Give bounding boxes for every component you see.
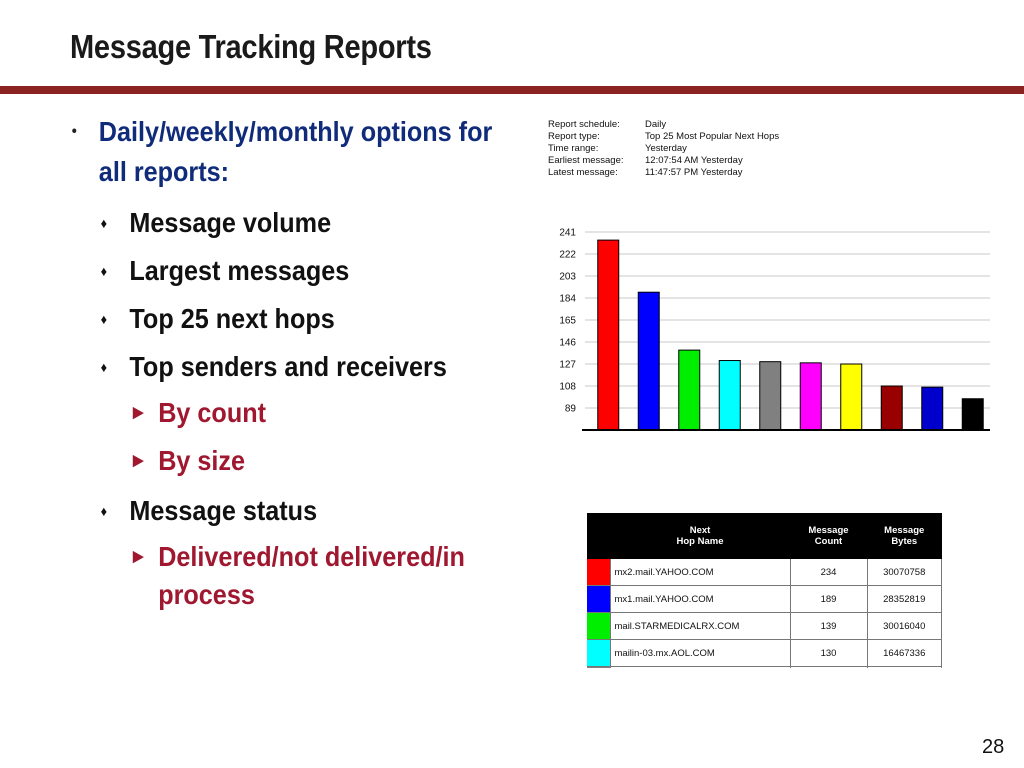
y-tick-label: 222 — [559, 249, 576, 261]
page-number: 28 — [982, 736, 1005, 758]
chart-bar — [679, 350, 700, 430]
meta-value: Top 25 Most Popular Next Hops — [645, 131, 780, 142]
bullet-item-label: Largest messages — [129, 255, 350, 286]
cell-message-bytes: 30016040 — [867, 613, 942, 640]
bullet-dot-icon: • — [71, 123, 77, 140]
y-tick-label: 146 — [559, 337, 576, 349]
chart-bar — [962, 399, 983, 430]
cell-message-bytes: 30070758 — [867, 559, 942, 586]
meta-value: Yesterday — [645, 143, 687, 154]
cell-message-count: 130 — [790, 640, 867, 667]
next-hops-table — [587, 513, 942, 668]
chart-bar — [598, 240, 619, 430]
row-color-swatch — [587, 559, 610, 586]
cell-hop-name: mailin-03.mx.AOL.COM — [610, 640, 790, 667]
y-tick-label: 127 — [559, 359, 576, 371]
page-title: Message Tracking Reports — [70, 28, 432, 65]
meta-value: 12:07:54 AM Yesterday — [645, 155, 743, 166]
bullet-main-line1: Daily/weekly/monthly options for — [98, 116, 493, 147]
diamond-bullet-icon: ♦ — [100, 263, 108, 279]
y-tick-label: 108 — [559, 381, 576, 393]
cell-message-count: 139 — [790, 613, 867, 640]
hops-table — [587, 513, 942, 668]
row-color-swatch — [587, 613, 610, 640]
row-color-swatch — [587, 586, 610, 613]
triangle-bullet-icon: ▶ — [133, 452, 144, 469]
cell-message-bytes: 28352819 — [867, 586, 942, 613]
table-header-row — [587, 513, 942, 559]
meta-value: Daily — [645, 119, 667, 130]
table-row — [587, 613, 942, 640]
cell-hop-name: mx2.mail.YAHOO.COM — [610, 559, 790, 586]
table-row — [587, 667, 942, 669]
chart-bar — [922, 387, 943, 430]
column-header-count: Message Count — [790, 513, 867, 559]
bullet-main-line2: all reports: — [98, 156, 230, 187]
color-column-header — [587, 513, 610, 559]
y-tick-label: 184 — [559, 293, 576, 305]
cell-message-count: 189 — [790, 586, 867, 613]
chart-bar — [881, 386, 902, 430]
meta-key: Latest message: — [548, 167, 618, 178]
chart-bar — [800, 363, 821, 430]
meta-value: 11:47:57 PM Yesterday — [645, 167, 743, 178]
row-color-swatch — [587, 640, 610, 667]
table-row — [587, 586, 942, 613]
y-tick-label: 89 — [564, 403, 576, 415]
column-header-bytes: Message Bytes — [867, 513, 942, 559]
cell-message-bytes — [867, 667, 942, 669]
meta-key: Earliest message: — [548, 155, 624, 166]
meta-key: Report type: — [548, 131, 600, 142]
y-tick-label: 203 — [559, 271, 576, 283]
diamond-bullet-icon: ♦ — [100, 311, 108, 327]
y-tick-label: 241 — [559, 227, 576, 239]
bullet-item-label: Top senders and receivers — [129, 351, 447, 382]
bullet-item-label: Top 25 next hops — [129, 303, 335, 334]
cell-hop-name — [610, 667, 790, 669]
table-row — [587, 559, 942, 586]
row-color-swatch — [587, 667, 610, 669]
triangle-bullet-icon: ▶ — [133, 548, 144, 565]
diamond-bullet-icon: ♦ — [100, 503, 108, 519]
sub-bullet-label: Delivered/not delivered/in process — [158, 541, 465, 610]
cell-message-bytes: 16467336 — [867, 640, 942, 667]
chart-bar — [760, 362, 781, 430]
sub-bullet-label: By count — [158, 397, 267, 428]
sub-bullet-label: By size — [158, 445, 246, 476]
bullet-item-label: Message volume — [129, 207, 332, 238]
diamond-bullet-icon: ♦ — [100, 359, 108, 375]
table-row — [587, 640, 942, 667]
bullet-item-label: Message status — [129, 495, 318, 526]
diamond-bullet-icon: ♦ — [100, 215, 108, 231]
y-tick-label: 165 — [559, 315, 576, 327]
cell-message-count — [790, 667, 867, 669]
meta-key: Time range: — [548, 143, 599, 154]
chart-bar — [719, 361, 740, 430]
chart-bar — [841, 364, 862, 430]
cell-message-count: 234 — [790, 559, 867, 586]
meta-key: Report schedule: — [548, 119, 620, 130]
column-header-hop-name: Next Hop Name — [610, 513, 790, 559]
cell-hop-name: mx1.mail.YAHOO.COM — [610, 586, 790, 613]
chart-bar — [638, 292, 659, 430]
triangle-bullet-icon: ▶ — [133, 404, 144, 421]
cell-hop-name: mail.STARMEDICALRX.COM — [610, 613, 790, 640]
